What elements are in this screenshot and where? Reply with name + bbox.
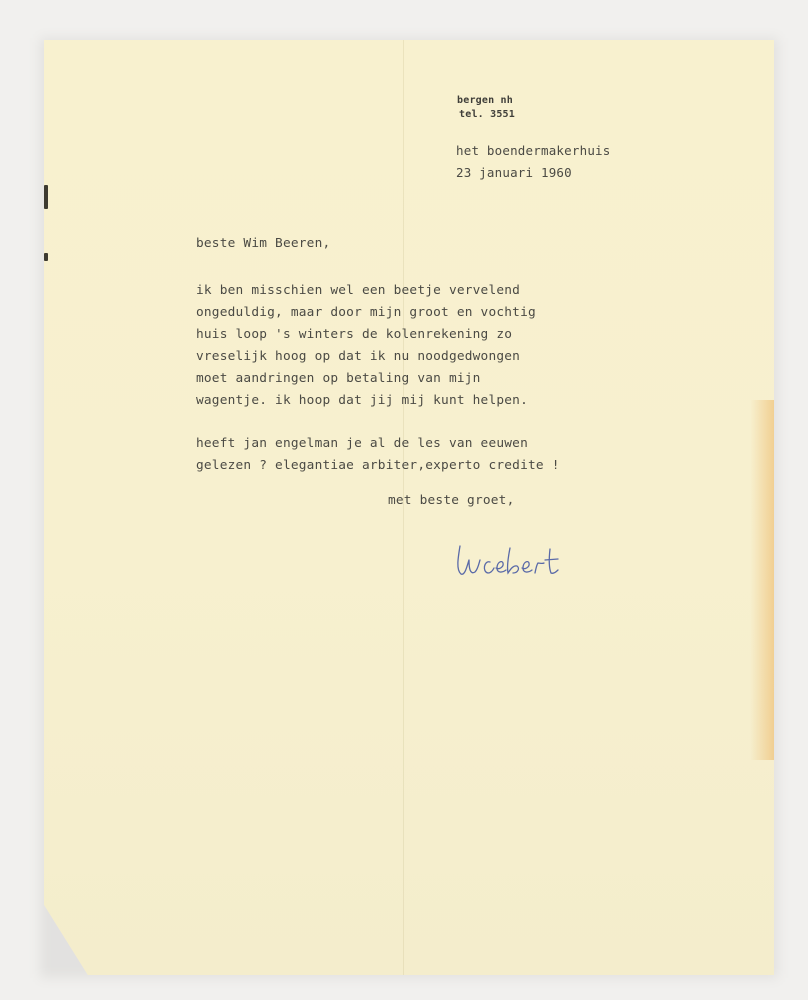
body-line: ongeduldig, maar door mijn groot en vochtig	[196, 305, 536, 320]
body-line: gelezen ? elegantiae arbiter,experto credite !	[196, 458, 560, 473]
body-line: moet aandringen op betaling van mijn	[196, 371, 481, 386]
salutation: beste Wim Beeren,	[196, 236, 331, 251]
closing: met beste groet,	[388, 493, 515, 508]
sender-house: het boendermakerhuis	[456, 143, 611, 158]
punch-hole-mark	[44, 253, 48, 261]
letter-date: 23 januari 1960	[456, 165, 572, 180]
letterhead-phone: tel. 3551	[459, 109, 515, 120]
handwritten-signature	[452, 536, 572, 586]
body-line: vreselijk hoog op dat ik nu noodgedwongen	[196, 349, 521, 364]
body-line: wagentje. ik hoop dat jij mij kunt helpen.	[196, 393, 528, 408]
body-line: ik ben misschien wel een beetje vervelend	[196, 283, 521, 298]
body-line: huis loop 's winters de kolenrekening zo	[196, 327, 513, 342]
letterhead-place: bergen nh	[457, 95, 513, 106]
body-line: heeft jan engelman je al de les van eeuwen	[196, 436, 528, 451]
punch-hole-mark	[44, 185, 48, 209]
